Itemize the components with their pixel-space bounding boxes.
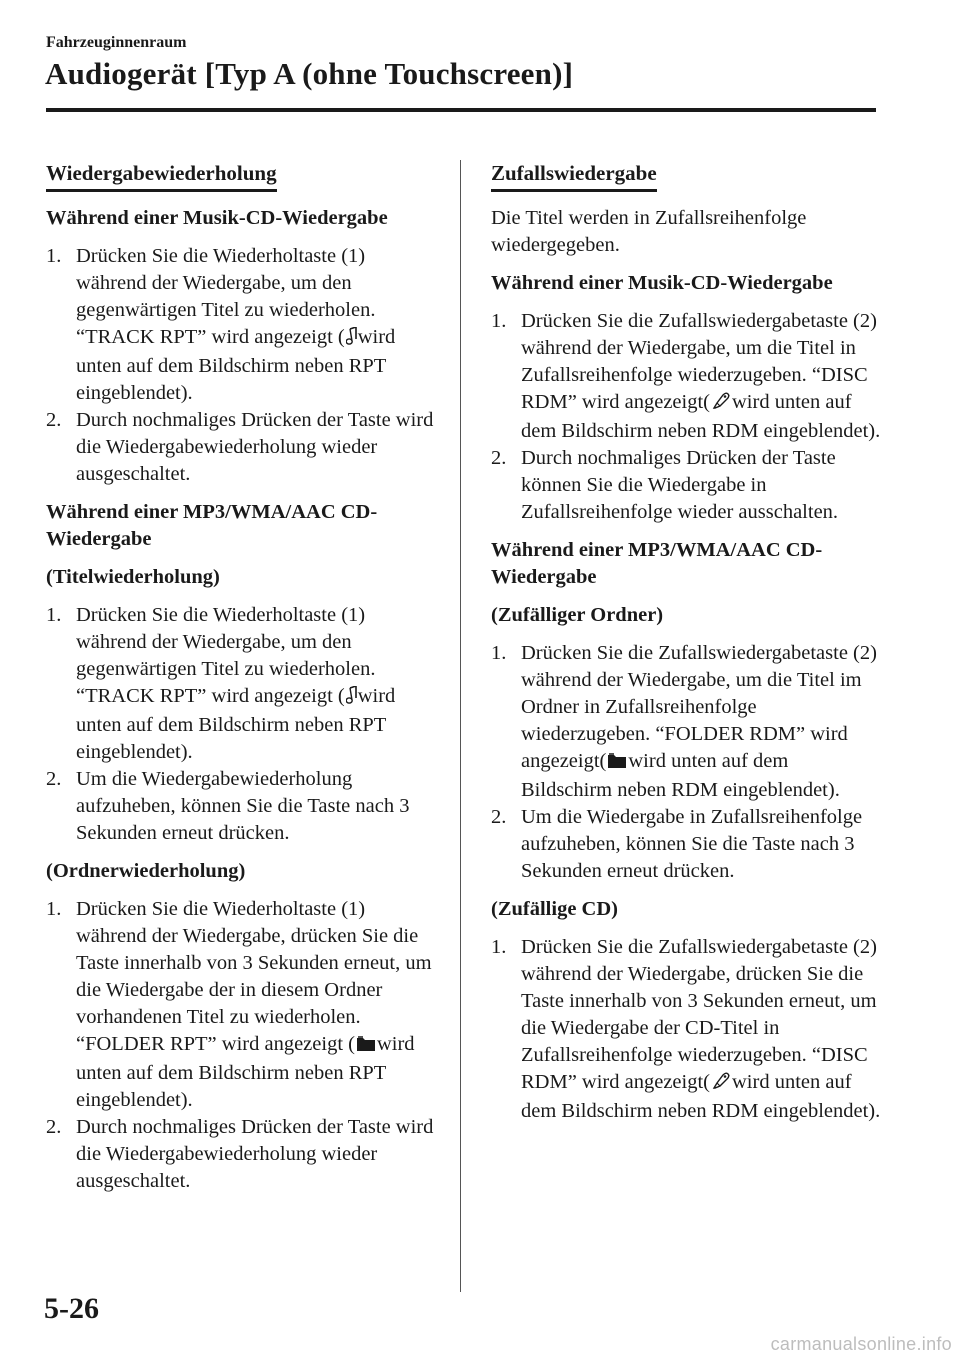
item-text: Durch nochmaliges Drücken der Taste können Sie die Wiedergabe in Zufallsreihenfolge wieder ausschalten. [521, 447, 839, 523]
item-text: wird unten auf dem Bildschirm neben RDM eingeblendet). [521, 750, 840, 801]
item-number: 2. [46, 1116, 62, 1138]
list-item [46, 1114, 440, 1195]
item-text: wird unten auf dem Bildschirm neben RPT eingeblendet). [76, 685, 396, 763]
list-item [491, 640, 881, 804]
item-number: 2. [491, 806, 507, 828]
left-column [46, 160, 440, 1206]
item-text: Drücken Sie die Zufallswiedergabetaste (2) während der Wiedergabe, um die Titel im Ordner in Zufallsreihenfolge wiederzugeben. “FOLDER RDM” wird angezeigt( [521, 642, 877, 772]
disc-icon [711, 1071, 731, 1098]
page-number: 5-26 [44, 1292, 99, 1325]
list-item [46, 407, 440, 488]
item-number: 1. [46, 604, 62, 626]
list-random-cd [491, 934, 881, 1125]
list-item [46, 896, 440, 1114]
intro-text: Die Titel werden in Zufallsreihenfolge wiedergegeben. [491, 207, 807, 256]
subheading-music-cd: Während einer Musik-CD-Wiedergabe [46, 207, 388, 229]
subheading-mp3-cd: Während einer MP3/WMA/AAC CD-Wiedergabe [46, 501, 378, 550]
folder-icon [356, 1033, 376, 1060]
item-number: 1. [491, 642, 507, 664]
item-number: 2. [46, 768, 62, 790]
list-item [491, 934, 881, 1125]
list-folder-repeat [46, 896, 440, 1195]
list-item [491, 804, 881, 885]
item-text: wird unten auf dem Bildschirm neben RPT eingeblendet). [76, 326, 396, 404]
section-label: Fahrzeuginnenraum [46, 34, 187, 51]
header-rule [46, 108, 876, 112]
item-text: Drücken Sie die Zufallswiedergabetaste (2) während der Wiedergabe, um die Titel in Zufallsreihenfolge wiederzugeben. “DISC RDM” wird angezeigt( [521, 310, 877, 413]
subheading-random-folder: (Zufälliger Ordner) [491, 604, 664, 626]
item-number: 2. [491, 447, 507, 469]
list-item [46, 602, 440, 766]
list-music-cd-random [491, 308, 881, 526]
item-text: wird unten auf dem Bildschirm neben RDM eingeblendet). [521, 1071, 881, 1122]
disc-icon [711, 391, 731, 418]
folder-icon [607, 750, 627, 777]
item-number: 1. [491, 936, 507, 958]
item-text: Drücken Sie die Zufallswiedergabetaste (2) während der Wiedergabe, drücken Sie die Taste innerhalb von 3 Sekunden erneut, um die Wiedergabe der CD-Titel in Zufallsreihenfolge wiederzugeben. “DISC RDM” wird angezeigt( [521, 936, 877, 1093]
item-text: Um die Wiedergabewiederholung aufzuheben, können Sie die Taste nach 3 Sekunden erneut drücken. [76, 768, 410, 844]
item-number: 2. [46, 409, 62, 431]
right-column [491, 160, 881, 1136]
item-text: Um die Wiedergabe in Zufallsreihenfolge aufzuheben, können Sie die Taste nach 3 Sekunden erneut drücken. [521, 806, 863, 882]
item-text: wird unten auf dem Bildschirm neben RPT eingeblendet). [76, 1033, 415, 1111]
section-heading-random: Zufallswiedergabe [491, 160, 657, 192]
item-number: 1. [46, 898, 62, 920]
list-music-cd-repeat [46, 243, 440, 488]
music-note-icon [346, 685, 357, 712]
list-track-repeat [46, 602, 440, 847]
item-text: Drücken Sie die Wiederholtaste (1) während der Wiedergabe, um den gegenwärtigen Titel zu wiederholen. “TRACK RPT” wird angezeigt ( [76, 604, 376, 707]
subheading-mp3-cd: Während einer MP3/WMA/AAC CD-Wiedergabe [491, 539, 823, 588]
chapter-title: Audiogerät [Typ A (ohne Touchscreen)] [45, 56, 574, 91]
subheading-random-cd: (Zufällige CD) [491, 898, 618, 920]
list-random-folder [491, 640, 881, 885]
subheading-folder-repeat: (Ordnerwiederholung) [46, 860, 246, 882]
list-item [491, 308, 881, 445]
item-text: Drücken Sie die Wiederholtaste (1) während der Wiedergabe, um den gegenwärtigen Titel zu wiederholen. “TRACK RPT” wird angezeigt ( [76, 245, 376, 348]
section-heading-repeat: Wiedergabewiederholung [46, 160, 277, 192]
column-divider [460, 160, 461, 1292]
item-number: 1. [491, 310, 507, 332]
subheading-music-cd: Während einer Musik-CD-Wiedergabe [491, 272, 833, 294]
item-text: Durch nochmaliges Drücken der Taste wird die Wiedergabewiederholung wieder ausgeschaltet. [76, 1116, 434, 1192]
subheading-track-repeat: (Titelwiederholung) [46, 566, 220, 588]
item-text: Durch nochmaliges Drücken der Taste wird die Wiedergabewiederholung wieder ausgeschaltet. [76, 409, 434, 485]
item-number: 1. [46, 245, 62, 267]
item-text: wird unten auf dem Bildschirm neben RDM eingeblendet). [521, 391, 881, 442]
music-note-icon [346, 326, 357, 353]
watermark: carmanualsonline.info [770, 1334, 952, 1354]
list-item [46, 243, 440, 407]
list-item [491, 445, 881, 526]
list-item [46, 766, 440, 847]
item-text: Drücken Sie die Wiederholtaste (1) während der Wiedergabe, drücken Sie die Taste innerhalb von 3 Sekunden erneut, um die Wiedergabe der in diesem Ordner vorhandenen Titel zu wiederholen. “FOLDER RPT” wird angezeigt ( [76, 898, 432, 1055]
